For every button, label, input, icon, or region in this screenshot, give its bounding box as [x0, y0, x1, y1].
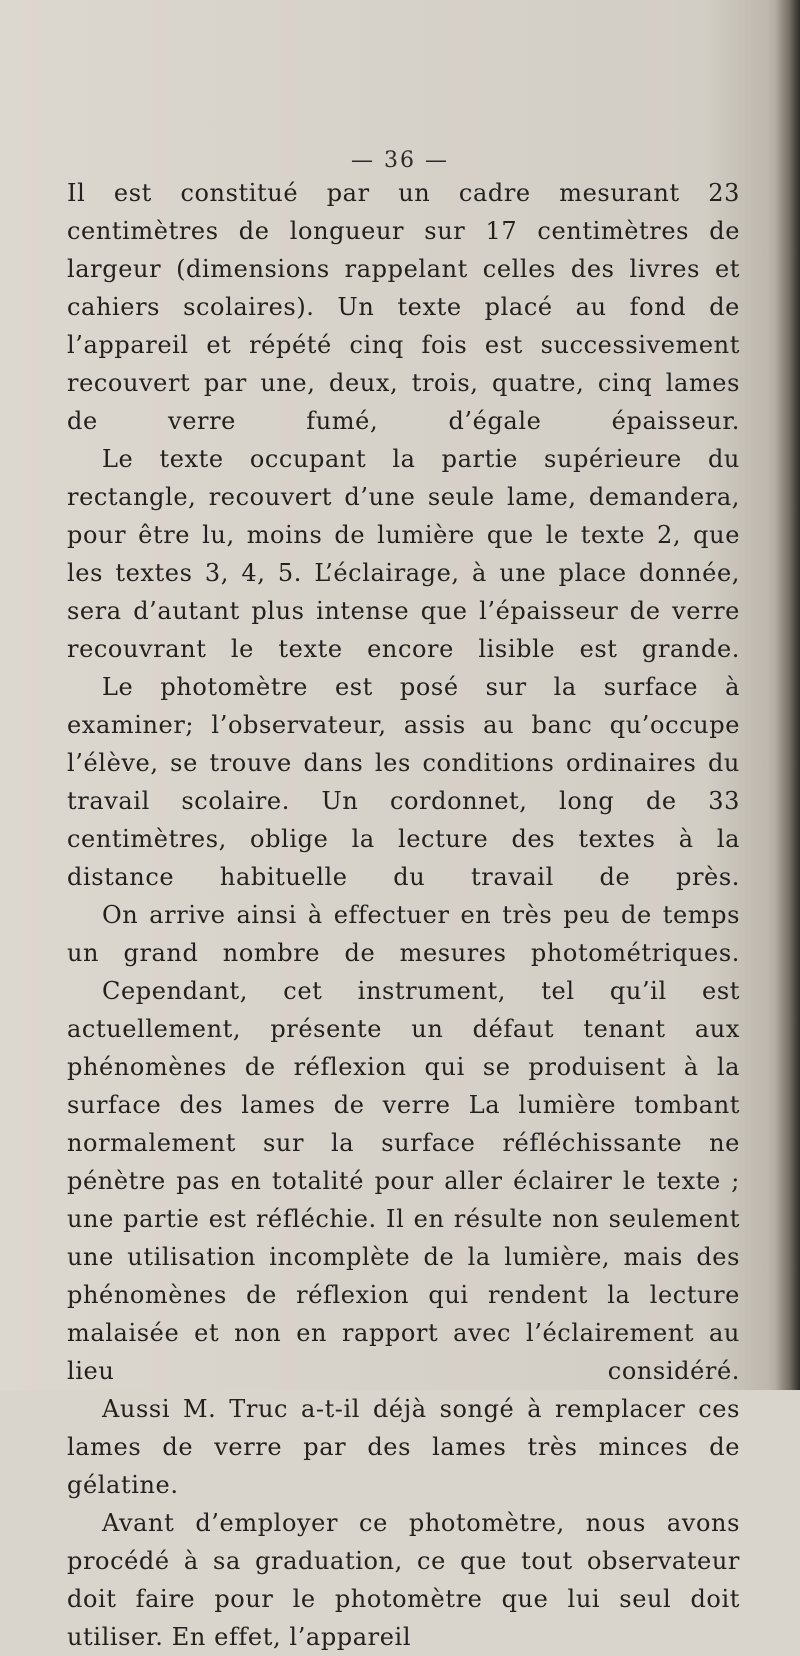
- paragraph-5: Cependant, cet instrument, tel qu’il est actuellement, présente un défaut tenant aux phénomènes de réflexion qui se produisent à la surface des lames de verre La lumière tombant normalement sur la surface réfléchissante ne pénètre pas en totalité pour aller éclairer le texte ; une partie est réfléchie. Il en résulte non seulement une utilisation incomplète de la lumière, mais des phénomènes de réflexion qui rendent la lecture malaisée et non en rapport avec l’éclairement au lieu considéré.: [67, 977, 740, 1385]
- paragraph-2: Le texte occupant la partie supérieure du rectangle, recouvert d’une seule lame, demandera, pour être lu, moins de lumière que le texte 2, que les textes 3, 4, 5. L’éclairage, à une place donnée, sera d’autant plus intense que l’épaisseur de verre recouvrant le texte encore lisible est grande.: [67, 445, 740, 663]
- paragraph-1: Il est constitué par un cadre mesurant 23 centimètres de longueur sur 17 centimètres de largeur (dimensions rappelant celles des livres et cahiers scolaires). Un texte placé au fond de l’appareil et répété cinq fois est successivement recouvert par une, deux, trois, quatre, cinq lames de verre fumé, d’égale épaisseur.: [67, 179, 740, 435]
- paragraph-6: Aussi M. Truc a-t-il déjà songé à remplacer ces lames de verre par des lames très minces de gélatine.: [67, 1395, 740, 1499]
- paragraph-3: Le photomètre est posé sur la surface à examiner; l’observateur, assis au banc qu’occupe l’élève, se trouve dans les conditions ordinaires du travail scolaire. Un cordonnet, long de 33 centimètres, oblige la lecture des textes à la distance habituelle du travail de près.: [67, 673, 740, 891]
- body-text: [67, 174, 740, 1656]
- page-edge-shadow: [776, 0, 800, 1390]
- page-number: — 36 —: [351, 148, 449, 173]
- paragraph-4: On arrive ainsi à effectuer en très peu de temps un grand nombre de mesures photométriques.: [67, 901, 740, 967]
- paragraph-7: Avant d’employer ce photomètre, nous avons procédé à sa graduation, ce que tout observateur doit faire pour le photomètre que lui seul doit utiliser. En effet, l’appareil: [67, 1509, 740, 1651]
